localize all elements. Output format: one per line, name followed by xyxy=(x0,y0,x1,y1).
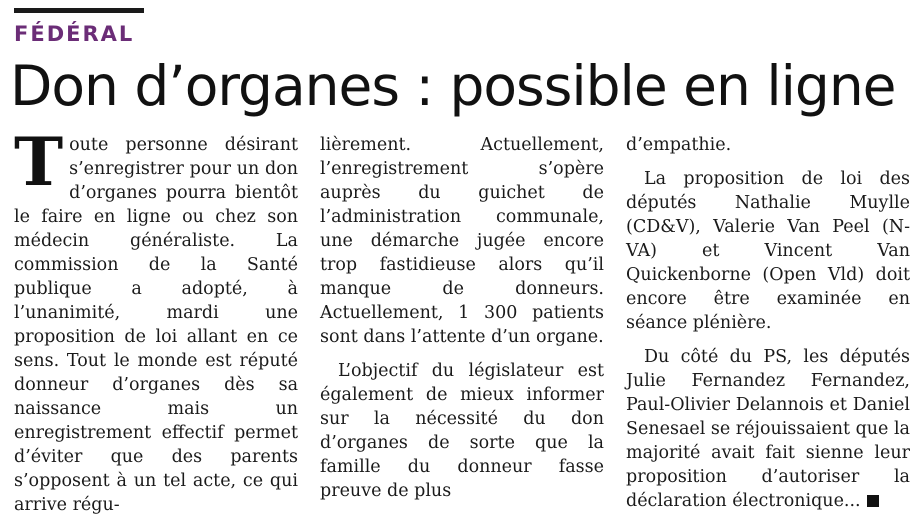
paragraph-text: oute personne désirant s’enregistrer pour un don d’organes pourra bientôt le faire en ligne ou chez son médecin généraliste. La commission de la Santé publique a adopté, à l’unanimité, mardi une proposition de loi allant en ce sens. Tout le monde est réputé donneur d’organes dès sa naissance mais un enregistrement effectif permet d’éviter que des parents s’opposent à un tel acte, ce qui arrive régu- xyxy=(14,135,298,515)
article-column-2 xyxy=(320,133,604,501)
paragraph xyxy=(14,123,298,517)
paragraph: lièrement. Actuellement, l’enregistrement s’opère auprès du guichet de l’administration communale, une démarche jugée encore trop fastidieuse alors qu’il manque de donneurs. Actuellement, 1 300 patients sont dans l’attente d’un organe. xyxy=(320,135,604,347)
paragraph xyxy=(626,345,910,513)
paragraph: d’empathie. xyxy=(626,135,732,155)
section-rule xyxy=(14,8,144,13)
article-column-1 xyxy=(14,123,298,515)
section-label: FÉDÉRAL xyxy=(14,22,135,46)
drop-cap: T xyxy=(14,123,64,201)
paragraph-text: Du côté du PS, les députés Julie Fernandez Fernandez, Paul-Olivier Delannois et Daniel Senesael se réjouissaient que la majorité avait fait sienne leur proposition d’autoriser la déclaration électronique... xyxy=(626,347,910,511)
article-column-3 xyxy=(626,133,910,511)
paragraph: L’objectif du législateur est également de mieux informer sur la nécessité du don d’organes de sorte que la famille du donneur fasse preuve de plus xyxy=(320,361,604,501)
paragraph: La proposition de loi des députés Nathalie Muylle (CD&V), Valerie Van Peel (N-VA) et Vincent Van Quickenborne (Open Vld) doit encore être examinée en séance plénière. xyxy=(626,169,910,333)
end-of-article-mark xyxy=(867,495,879,507)
article-body xyxy=(14,123,910,515)
headline: Don d’organes : possible en ligne xyxy=(10,54,896,118)
